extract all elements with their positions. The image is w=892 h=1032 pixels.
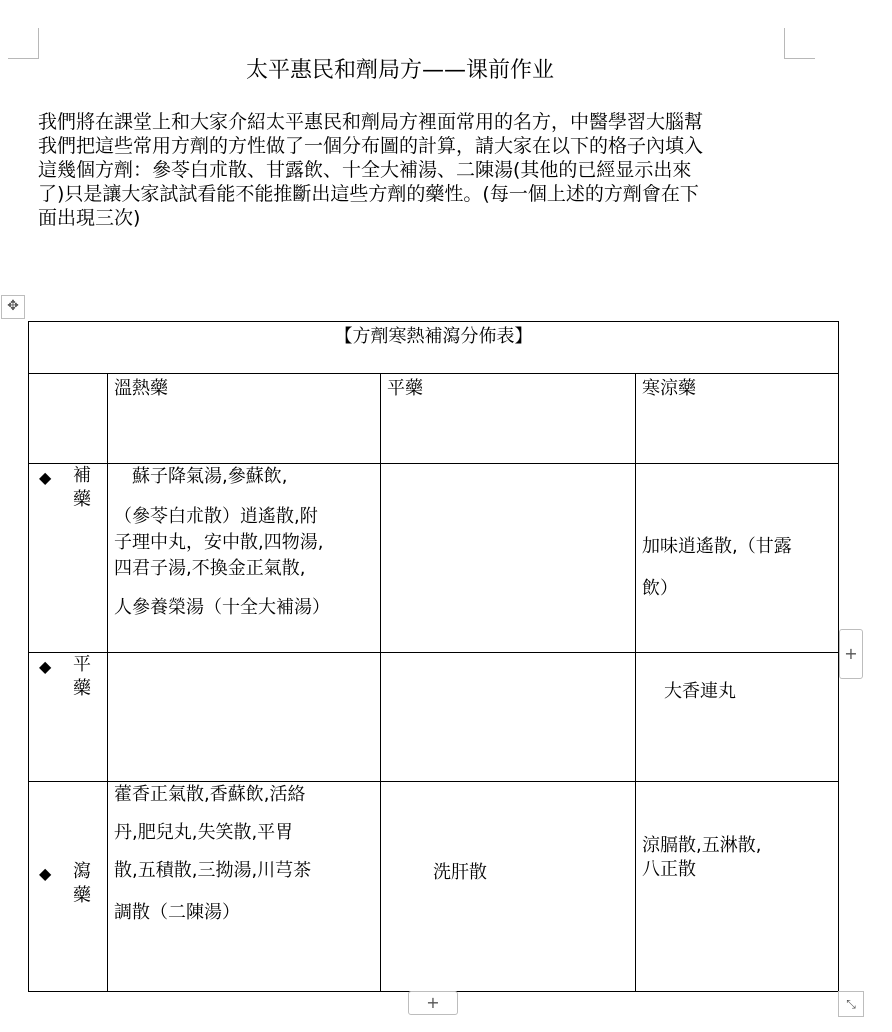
- page-corner-mark-top-right: [784, 28, 815, 59]
- row-label-text: 補藥: [73, 465, 91, 510]
- distribution-table: [28, 321, 839, 992]
- cell-tonify-cold[interactable]: 加味逍遙散,（甘露 飲）: [636, 464, 839, 653]
- page-corner-mark-top-left: [8, 28, 39, 59]
- cell-neutral-neutral[interactable]: [381, 653, 636, 782]
- add-column-button[interactable]: +: [839, 629, 863, 679]
- row-label-text: 平藥: [73, 654, 91, 699]
- cell-purge-warm[interactable]: 藿香正氣散,香蘇飲,活絡 丹,肥兒丸,失笑散,平胃 散,五積散,三拗湯,川芎茶 調散（二陳湯）: [108, 782, 381, 992]
- row-label-purge[interactable]: [29, 782, 108, 992]
- cell-neutral-cold[interactable]: 大香連丸: [636, 653, 839, 782]
- bullet-diamond-icon: ◆: [39, 864, 52, 883]
- cell-neutral-warm[interactable]: [108, 653, 381, 782]
- bullet-diamond-icon: ◆: [39, 657, 52, 676]
- column-header-neutral[interactable]: 平藥: [381, 374, 636, 464]
- cell-tonify-warm[interactable]: 蘇子降氣湯,參蘇飲, （參苓白朮散）逍遙散,附 子理中丸，安中散,四物湯, 四君子湯,不換金正氣散, 人參養榮湯（十全大補湯）: [108, 464, 381, 653]
- add-row-button[interactable]: +: [408, 991, 458, 1015]
- intro-paragraph: 我們將在課堂上和大家介紹太平惠民和劑局方裡面常用的名方，中醫學習大腦幫 我們把這些常用方劑的方性做了一個分布圖的計算，請大家在以下的格子內填入 這幾個方劑：參苓白朮散、甘露飲、十全大補湯、二陳湯(其他的已經显示出來 了)只是讓大家試試看能不能推斷出這些方劑的藥性。(每一個上述的方劑會在下 面出現三次): [38, 111, 704, 229]
- table-resize-handle-icon[interactable]: ⤡: [838, 991, 864, 1017]
- corner-cell[interactable]: [29, 374, 108, 464]
- column-header-warm[interactable]: 溫熱藥: [108, 374, 381, 464]
- cell-purge-neutral[interactable]: 洗肝散: [381, 782, 636, 992]
- document-title: 太平惠民和劑局方——课前作业: [245, 58, 554, 83]
- row-label-neutral[interactable]: [29, 653, 108, 782]
- table-header[interactable]: 【方劑寒熱補瀉分佈表】: [29, 322, 839, 374]
- column-header-cold[interactable]: 寒涼藥: [636, 374, 839, 464]
- row-label-tonify[interactable]: [29, 464, 108, 653]
- bullet-diamond-icon: ◆: [39, 468, 52, 487]
- cell-purge-cold[interactable]: 涼膈散,五淋散, 八正散: [636, 782, 839, 992]
- row-label-text: 瀉藥: [73, 861, 91, 906]
- table-move-handle-icon[interactable]: ✥: [1, 295, 25, 319]
- cell-tonify-neutral[interactable]: [381, 464, 636, 653]
